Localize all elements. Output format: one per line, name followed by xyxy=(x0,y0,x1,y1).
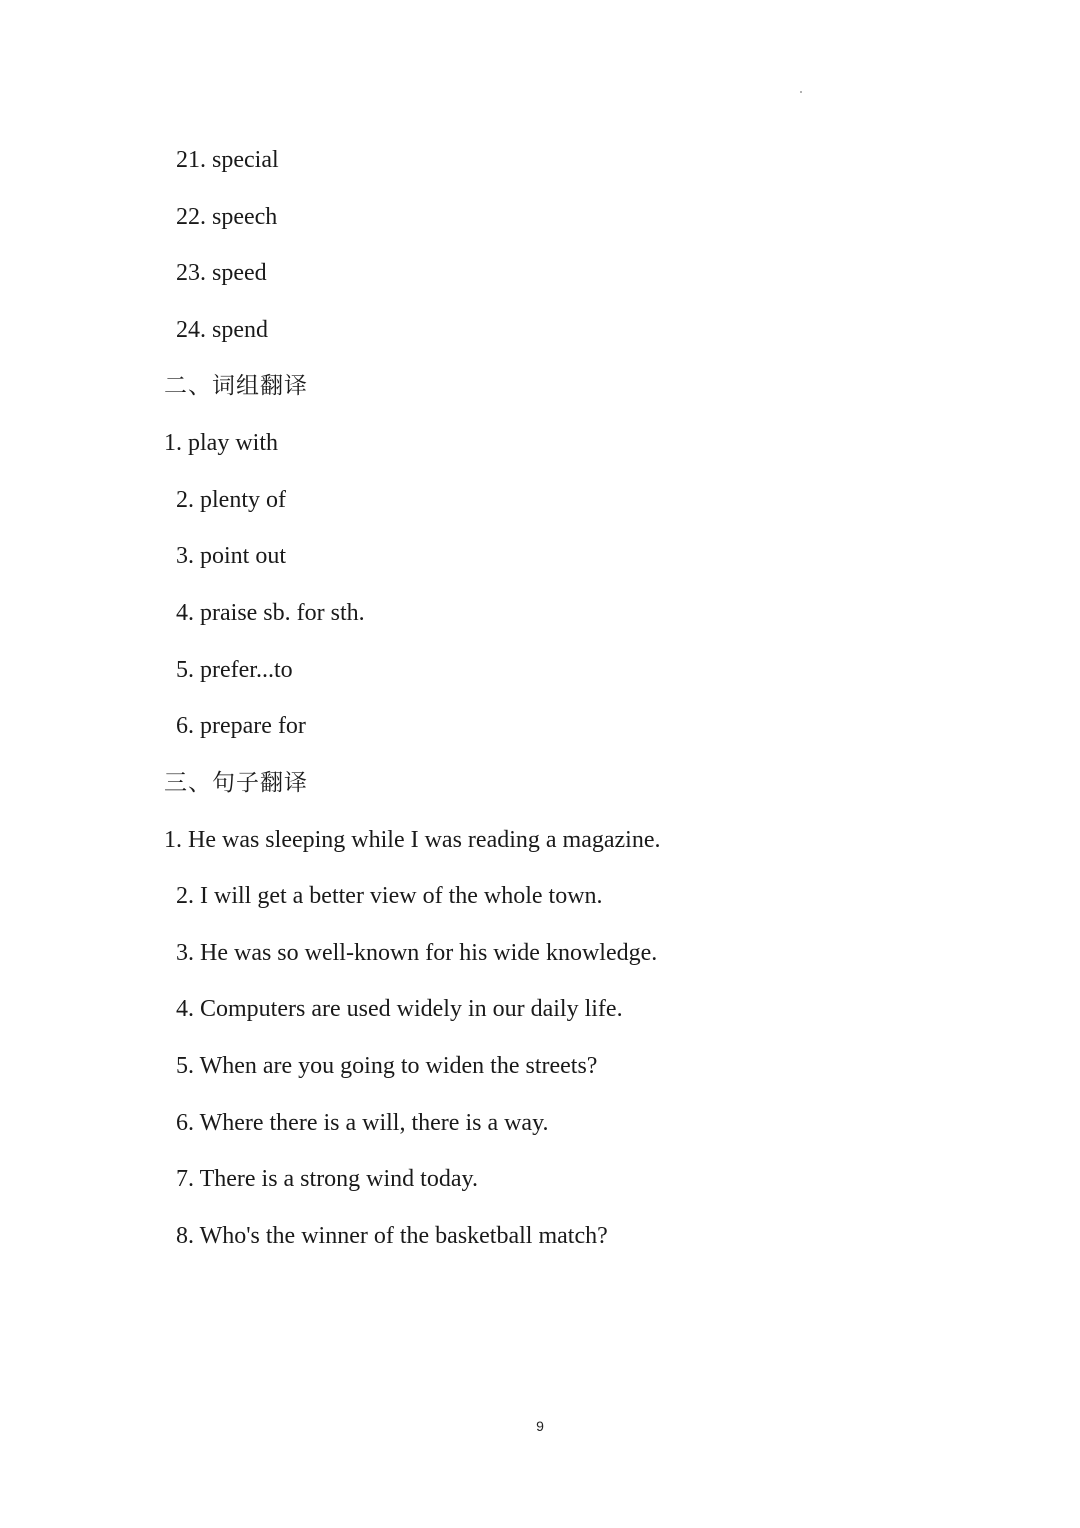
phrase-item: 3. point out xyxy=(176,543,287,569)
phrase-item: 1. play with xyxy=(164,430,278,456)
section-heading-phrases: 二、词组翻译 xyxy=(164,373,308,399)
corner-mark xyxy=(800,91,802,93)
vocab-item: 24. spend xyxy=(176,317,268,343)
sentence-item: 7. There is a strong wind today. xyxy=(176,1166,478,1192)
sentence-item: 6. Where there is a will, there is a way. xyxy=(176,1110,549,1136)
sentence-item: 5. When are you going to widen the streets? xyxy=(176,1053,598,1079)
phrase-item: 2. plenty of xyxy=(176,487,286,513)
vocab-item: 21. special xyxy=(176,147,279,173)
sentence-item: 1. He was sleeping while I was reading a magazine. xyxy=(164,827,661,853)
sentence-item: 2. I will get a better view of the whole town. xyxy=(176,883,603,909)
sentence-item: 3. He was so well-known for his wide knowledge. xyxy=(176,940,658,966)
phrase-item: 4. praise sb. for sth. xyxy=(176,600,365,626)
sentence-item: 4. Computers are used widely in our daily life. xyxy=(176,996,623,1022)
vocab-item: 22. speech xyxy=(176,204,278,230)
phrase-item: 5. prefer...to xyxy=(176,657,293,683)
page-number: 9 xyxy=(536,1418,544,1434)
section-heading-sentences: 三、句子翻译 xyxy=(164,770,308,796)
vocab-item: 23. speed xyxy=(176,260,267,286)
sentence-item: 8. Who's the winner of the basketball match? xyxy=(176,1223,608,1249)
phrase-item: 6. prepare for xyxy=(176,713,306,739)
